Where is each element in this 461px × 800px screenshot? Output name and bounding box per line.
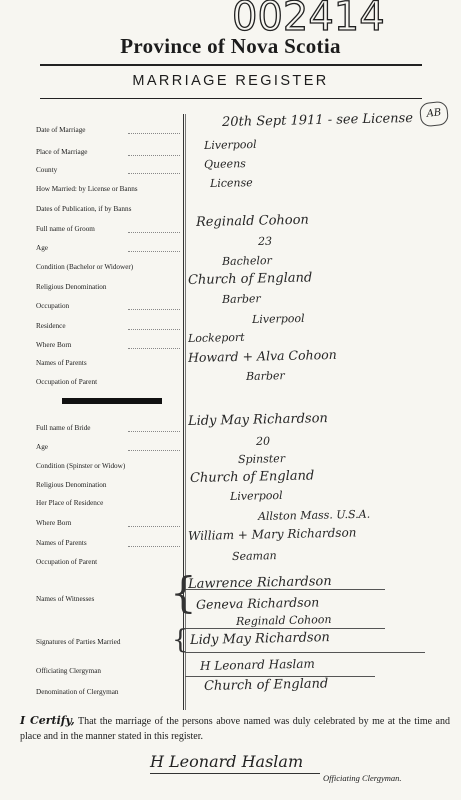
witnesses-brace: { — [170, 568, 197, 617]
underline — [185, 628, 385, 629]
value-signatures: Lidy May Richardson — [189, 630, 331, 648]
certify-text: That the marriage of the persons above named was duly celebrated by me at the time and place and in the manner stated in this register. — [20, 716, 450, 742]
value-bride-age: 20 — [255, 434, 271, 448]
value-bride-residence: Liverpool — [229, 488, 283, 503]
value-bride-name: Lidy May Richardson — [187, 411, 329, 429]
certify-lead: I Certify, — [20, 714, 75, 727]
label-groom-parents: Names of Parents — [36, 359, 87, 367]
label-place-of-marriage: Place of Marriage — [36, 148, 88, 156]
register-title: MARRIAGE REGISTER — [132, 73, 329, 89]
leader — [128, 348, 180, 349]
signature-title: Officiating Clergyman. — [323, 773, 402, 783]
column-divider-inner — [185, 114, 186, 710]
label-signatures: Signatures of Parties Married — [36, 638, 121, 646]
label-bride-residence: Her Place of Residence — [36, 499, 104, 507]
label-bride-birthplace: Where Born — [36, 519, 72, 527]
value-bride-parent-occupation: Seaman — [231, 549, 277, 563]
clergyman-signature: H Leonard Haslam — [150, 752, 304, 771]
value-bride-parents: William + Mary Richardson — [187, 525, 357, 543]
label-groom-condition: Condition (Bachelor or Widower) — [36, 263, 134, 271]
leader — [128, 133, 180, 134]
label-groom-residence: Residence — [36, 322, 66, 330]
leader — [128, 155, 180, 156]
value-bride-condition: Spinster — [237, 452, 286, 466]
value-officiating-clergyman: H Leonard Haslam — [199, 656, 315, 673]
province-title: Province of Nova Scotia — [120, 34, 341, 58]
value-place-of-marriage: Liverpool — [203, 137, 257, 152]
value-bride-birthplace: Allston Mass. U.S.A. — [257, 507, 371, 523]
leader — [128, 526, 180, 527]
subtitle-rule — [40, 98, 422, 99]
underline — [185, 652, 425, 653]
label-bride-religion: Religious Denomination — [36, 481, 107, 489]
label-groom-parent-occupation: Occupation of Parent — [36, 378, 98, 386]
value-county: Queens — [203, 157, 246, 171]
value-groom-religion: Church of England — [187, 270, 313, 288]
label-groom-age: Age — [36, 244, 48, 252]
label-date-of-marriage: Date of Marriage — [36, 126, 86, 134]
underline — [185, 589, 385, 590]
underline — [185, 676, 375, 677]
value-groom-parent-occupation: Barber — [245, 369, 285, 383]
label-how-married: How Married: by License or Banns — [36, 185, 138, 193]
certification-statement — [20, 713, 450, 744]
label-bride-parent-occupation: Occupation of Parent — [36, 558, 98, 566]
label-county: County — [36, 166, 58, 174]
label-groom-name: Full name of Groom — [36, 225, 95, 233]
value-witness-2: Geneva Richardson — [195, 594, 320, 612]
value-bride-religion: Church of England — [189, 468, 315, 486]
value-groom-birthplace: Lockeport — [187, 330, 245, 345]
corner-mark: AB — [419, 101, 449, 128]
label-bride-name: Full name of Bride — [36, 424, 91, 432]
title-rule — [40, 64, 422, 66]
label-officiating-clergyman: Officiating Clergyman — [36, 667, 102, 675]
value-groom-name: Reginald Cohoon — [195, 212, 310, 230]
label-bride-condition: Condition (Spinster or Widow) — [36, 462, 126, 470]
section-separator-bar — [62, 398, 162, 404]
value-witness-3: Reginald Cohoon — [235, 613, 332, 628]
leader — [128, 173, 180, 174]
label-groom-occupation: Occupation — [36, 302, 70, 310]
leader — [128, 431, 180, 432]
leader — [128, 232, 180, 233]
label-clergyman-denomination: Denomination of Clergyman — [36, 688, 119, 696]
value-groom-age: 23 — [257, 234, 273, 248]
value-groom-parents: Howard + Alva Cohoon — [187, 346, 337, 365]
value-date-of-marriage: 20th Sept 1911 - see License — [221, 111, 414, 130]
leader — [128, 309, 180, 310]
signature-line — [150, 773, 320, 774]
label-witnesses: Names of Witnesses — [36, 595, 95, 603]
reference-number: 002414 — [232, 0, 385, 40]
label-groom-birthplace: Where Born — [36, 341, 72, 349]
leader — [128, 546, 180, 547]
value-how-married: License — [209, 176, 253, 190]
signatures-brace: { — [172, 625, 189, 655]
column-divider — [183, 114, 184, 710]
leader — [128, 251, 180, 252]
label-groom-religion: Religious Denomination — [36, 283, 107, 291]
label-bride-parents: Names of Parents — [36, 539, 87, 547]
value-witness-1: Lawrence Richardson — [187, 573, 332, 592]
value-groom-occupation: Barber — [221, 292, 261, 306]
value-groom-condition: Bachelor — [221, 253, 272, 268]
value-clergyman-denomination: Church of England — [203, 676, 329, 694]
label-dates-of-publication: Dates of Publication, if by Banns — [36, 205, 132, 213]
label-bride-age: Age — [36, 443, 48, 451]
value-groom-residence: Liverpool — [251, 311, 305, 326]
leader — [128, 450, 180, 451]
leader — [128, 329, 180, 330]
